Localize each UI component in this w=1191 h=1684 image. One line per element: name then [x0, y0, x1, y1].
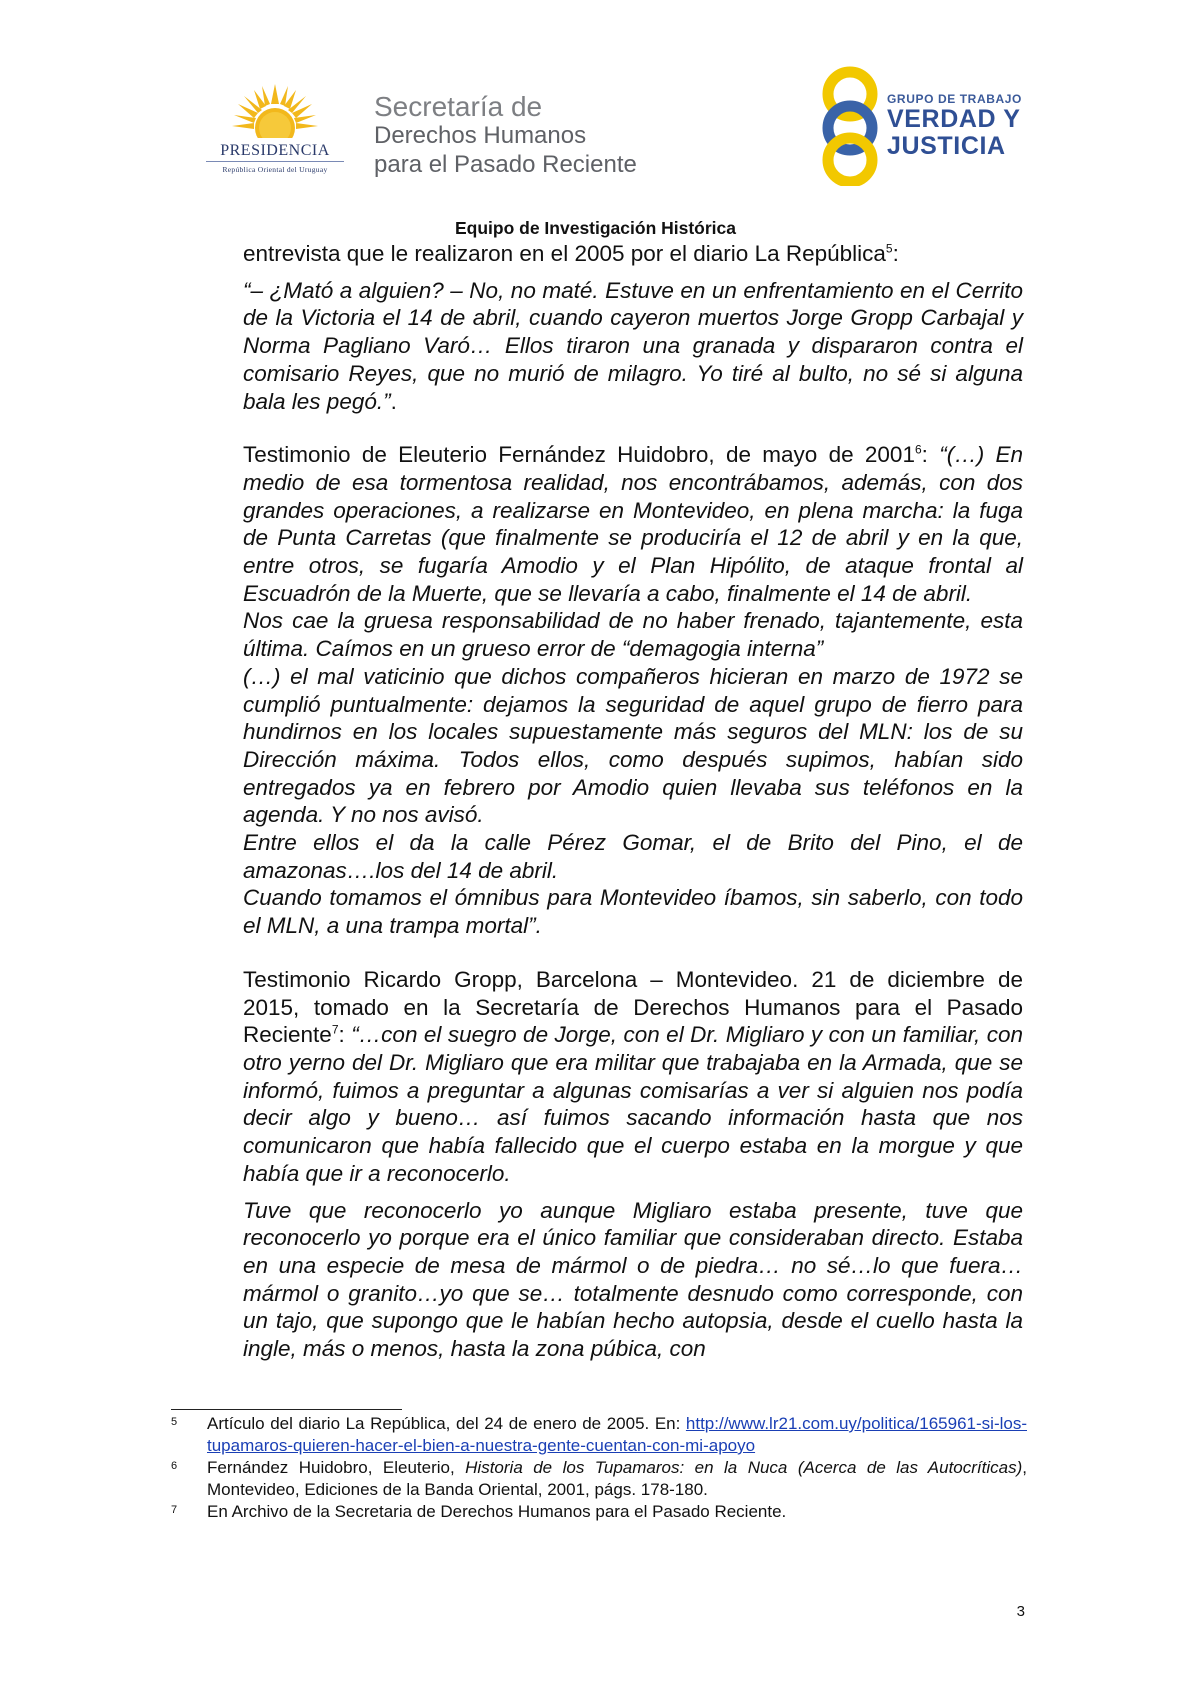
- footnote-ref-5[interactable]: 5: [885, 241, 893, 256]
- presidencia-subtitle: República Oriental del Uruguay: [222, 165, 328, 174]
- secretaria-logo-text: [374, 92, 704, 179]
- paragraph-4: Nos cae la gruesa responsabilidad de no haber frenado, tajantemente, esta última. Caímos en un grueso error de “demagogia interna”: [243, 608, 1023, 662]
- p1-text: entrevista que le realizaron en el 2005 por el diario La República: [243, 241, 886, 266]
- page-number: 3: [1016, 1603, 1025, 1620]
- paragraph-9: Tuve que reconocerlo yo aunque Migliaro estaba presente, tuve que reconocerlo yo porque era el único familiar que consideraban directo. Estaba en una especie de mesa de mármol o de piedra… no sé…lo que fuera… mármol o granito…yo que se… totalmente desnudo como corresponde, con un tajo, que supongo que le habían hecho autopsia, desde el cuello hasta la ingle, más o menos, hasta la zona púbica, con: [243, 1197, 1023, 1362]
- footnote-ref-7[interactable]: 7: [331, 1022, 339, 1037]
- paragraph-6: Entre ellos el da la calle Pérez Gomar, el de Brito del Pino, el de amazonas….los del 14 de abril.: [243, 830, 1023, 883]
- verdad-justicia-text: [887, 92, 1022, 160]
- body-content: [243, 240, 1023, 1363]
- footnote-6-author: Fernández Huidobro, Eleuterio,: [207, 1458, 466, 1477]
- vj-small-label: GRUPO DE TRABAJO: [887, 92, 1022, 106]
- footnote-6-title: Historia de los Tupamaros: en la Nuca (Acerca de las Autocríticas): [465, 1458, 1023, 1477]
- paragraph-8: [243, 966, 1023, 1188]
- presidencia-divider: [206, 161, 344, 162]
- p3-text: Testimonio de Eleuterio Fernández Huidobro, de mayo de 2001: [243, 442, 915, 468]
- secretaria-line-3: para el Pasado Reciente: [374, 151, 637, 178]
- footnote-text: [207, 1413, 1027, 1457]
- secretaria-line-1: Secretaría de: [374, 91, 543, 122]
- p2-end: .: [390, 388, 397, 414]
- paragraph-3: [243, 441, 1023, 607]
- page-header: [0, 0, 1191, 238]
- p3-quote: “(…) En medio de esa tormentosa realidad, nos encontrábamos, además, con dos grandes operaciones, a realizarse en Montevideo, en plena marcha: la fuga de Punta Carretas (que finalmente se produciría el 12 de abril y en la que, entre otros, se fugaría Amodio y el Plan Hipólito, de ataque frontal al Escuadrón de la Muerte, que se llevaría a cabo, finalmente el 14 de abril.: [243, 442, 1023, 606]
- footnote-5-text: Artículo del diario La República, del 24 de enero de 2005. En:: [207, 1414, 686, 1433]
- footnote-number: 6: [171, 1460, 178, 1472]
- footnote-7: [171, 1501, 1027, 1523]
- footnotes: [171, 1413, 1027, 1523]
- p8-colon: :: [338, 1022, 352, 1048]
- p3-colon: :: [921, 442, 940, 468]
- paragraph-7: Cuando tomamos el ómnibus para Montevideo íbamos, sin saberlo, con todo el MLN, a una trampa mortal”.: [243, 885, 1023, 939]
- p8-text: Testimonio Ricardo Gropp, Barcelona – Montevideo. 21 de diciembre de 2015, tomado en la Secretaría de Derechos Humanos para el Pasado Reciente: [243, 966, 1023, 1048]
- footnote-6: [171, 1457, 1027, 1501]
- p1-colon: :: [892, 241, 899, 266]
- footnote-text: [207, 1457, 1027, 1501]
- p8-quote: “…con el suegro de Jorge, con el Dr. Migliaro y con un familiar, con otro yerno del Dr. Migliaro que era militar que trabajaba en la Armada, que se informó, fuimos a preguntar a algunas comisarías a ver si alguien nos podía decir algo y bueno… así fuimos sacando información hasta que nos comunicaron que había fallecido que el cuerpo estaba en la morgue y que había que ir a reconocerlo.: [243, 1022, 1023, 1186]
- footnote-5-link[interactable]: http://www.lr21.com.uy/politica/165961-si-los-tupamaros-quieren-hacer-el-bien-a-nuestra-gente-cuentan-con-mi-apoyo: [207, 1414, 1027, 1455]
- paragraph-5: (…) el mal vaticinio que dichos compañeros hicieran en marzo de 1972 se cumplió puntualmente: dejamos la seguridad de aquel grupo de fierro para hundirnos en los locales supuestamente más seguros del MLN: los de su Dirección máxima. Todos ellos, como después supimos, habían sido entregados ya en febrero por Amodio quien llevaba sus teléfonos en la agenda. Y no nos avisó.: [243, 663, 1023, 828]
- vj-big-line-2: JUSTICIA: [887, 132, 1006, 160]
- paragraph-2-quote: [243, 277, 1023, 416]
- presidencia-logo: [196, 82, 354, 186]
- footnote-6-publisher: , Montevideo, Ediciones de la Banda Oriental, 2001, págs. 178-180.: [207, 1458, 1027, 1499]
- footnote-number: 7: [171, 1504, 178, 1516]
- presidencia-name: PRESIDENCIA: [220, 142, 330, 159]
- secretaria-line-2: Derechos Humanos: [374, 122, 587, 149]
- paragraph-1: [243, 240, 1023, 268]
- team-title: Equipo de Investigación Histórica: [454, 218, 737, 238]
- p2-quote: “– ¿Mató a alguien? – No, no maté. Estuve en un enfrentamiento en el Cerrito de la Victoria el 14 de abril, cuando cayeron muertos Jorge Gropp Carbajal y Norma Pagliano Varó… Ellos tiraron una granada y dispararon contra el comisario Reyes, que no murió de milagro. Yo tiré al bulto, no sé si alguna bala les pegó.”: [243, 277, 1023, 414]
- footnote-ref-6[interactable]: 6: [914, 442, 922, 457]
- vj-big-line-1: VERDAD Y: [887, 105, 1021, 133]
- footnote-number: 5: [171, 1416, 178, 1428]
- footnote-text: En Archivo de la Secretaria de Derechos Humanos para el Pasado Reciente.: [207, 1502, 787, 1521]
- footnote-5: [171, 1413, 1027, 1457]
- footnote-separator: [171, 1409, 402, 1410]
